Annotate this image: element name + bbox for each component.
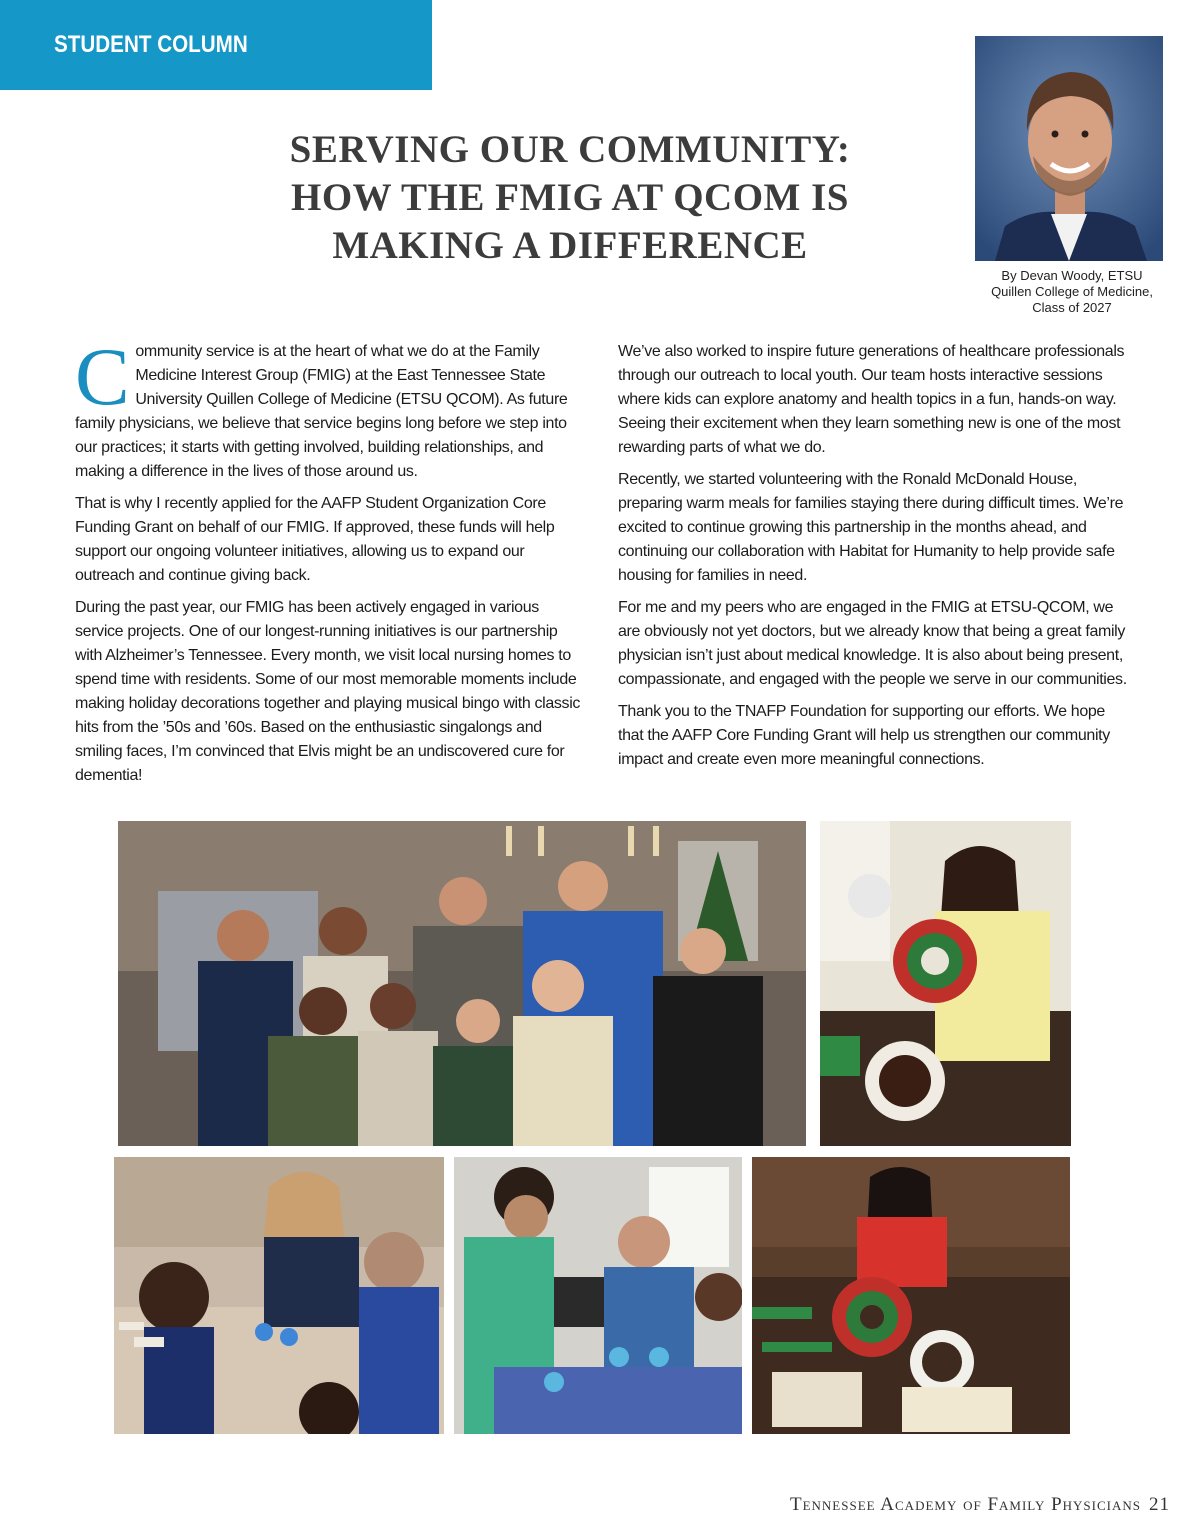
paragraph-text: ommunity service is at the heart of what we do at the Family Medicine Interest Group (FMIG) at the East Tennessee State University Quillen College of Medicine (ETSU QCOM). As future family physicians, we believe that service begins long before we step into our practices; it starts with getting involved, building relationships, and making a difference in the lives of those around us.: [75, 343, 568, 480]
section-label: STUDENT COLUMN: [54, 31, 248, 58]
page-footer: [790, 1494, 1170, 1516]
paragraph: [75, 331, 585, 484]
page-number: 21: [1149, 1494, 1170, 1515]
craft-wreath-photo: [820, 821, 1071, 1146]
headline-line-3: MAKING A DIFFERENCE: [332, 224, 808, 267]
paragraph: Recently, we started volunteering with the Ronald McDonald House, preparing warm meals for families staying there during difficult times. We’re excited to continue growing this partnership in the months ahead, and continuing our collaboration with Habitat for Humanity to help provide safe housing for families in need.: [618, 471, 1124, 584]
article-column-left: [75, 331, 585, 796]
paragraph: That is why I recently applied for the AAFP Student Organization Core Funding Grant on behalf of our FMIG. If approved, these funds will help support our ongoing volunteer initiatives, allowing us to expand our outreach and continue giving back.: [75, 495, 555, 584]
paragraph: Thank you to the TNAFP Foundation for supporting our efforts. We hope that the AAFP Core Funding Grant will help us strengthen our community impact and create even more meaningful connections.: [618, 703, 1110, 768]
group-photo: [118, 821, 806, 1146]
byline-class: Class of 2027: [1032, 300, 1112, 315]
anatomy-kids-photo-2: [454, 1157, 742, 1434]
article-headline: [255, 126, 885, 270]
paragraph: During the past year, our FMIG has been actively engaged in various service projects. One of our longest-running initiatives is our partnership with Alzheimer’s Tennessee. Every month, we visit local nursing homes to spend time with residents. Some of our most memorable moments include making holiday decorations together and playing musical bingo with classic hits from the ’50s and ’60s. Based on the enthusiastic singalongs and smiling faces, I’m convinced that Elvis might be an undiscovered cure for dementia!: [75, 599, 581, 784]
byline-author: By Devan Woody, ETSU: [1001, 268, 1143, 283]
headline-line-1: SERVING OUR COMMUNITY:: [289, 128, 851, 171]
craft-table-photo: [752, 1157, 1070, 1434]
byline-school: Quillen College of Medicine,: [991, 284, 1153, 299]
byline: [972, 268, 1172, 316]
drop-cap: C: [75, 331, 130, 422]
section-banner: [0, 0, 432, 90]
paragraph: For me and my peers who are engaged in the FMIG at ETSU-QCOM, we are obviously not yet doctors, but we already know that being a great family physician isn’t just about medical knowledge. It is also about being present, compassionate, and engaged with the people we serve in our communities.: [618, 599, 1127, 688]
headline-line-2: HOW THE FMIG AT QCOM IS: [291, 176, 849, 219]
article-column-right: [618, 340, 1128, 780]
publication-name: Tennessee Academy of Family Physicians: [789, 1494, 1141, 1515]
paragraph: We’ve also worked to inspire future generations of healthcare professionals through our outreach to local youth. Our team hosts interactive sessions where kids can explore anatomy and health topics in a fun, hands-on way. Seeing their excitement when they learn something new is one of the most rewarding parts of what we do.: [618, 343, 1125, 456]
author-portrait: [975, 36, 1163, 261]
anatomy-kids-photo-1: [114, 1157, 444, 1434]
